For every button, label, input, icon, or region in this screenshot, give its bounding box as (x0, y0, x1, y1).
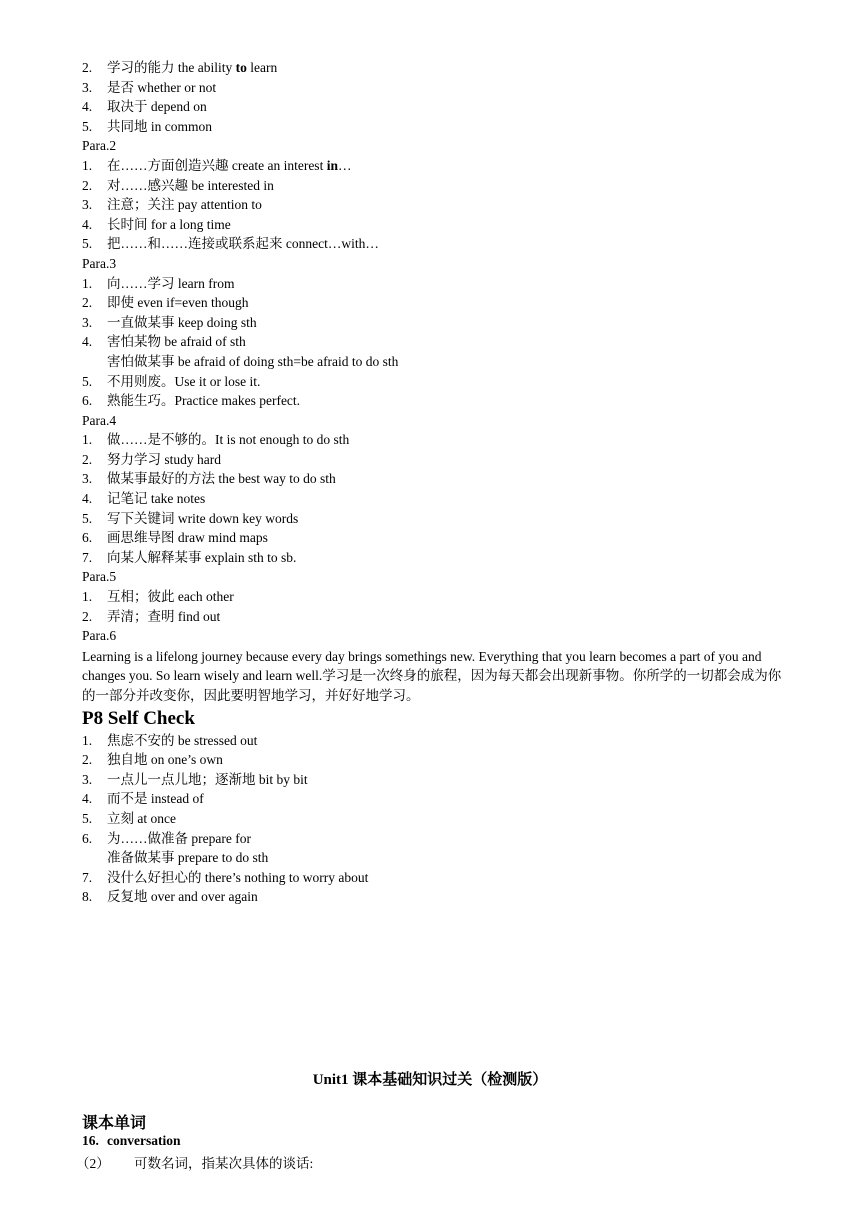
list-item: 8. 反复地 over and over again (82, 889, 258, 905)
section-title: 课本单词 (82, 1115, 147, 1132)
list-item: 7. 向某人解释某事 explain sth to sb. (82, 549, 297, 565)
document-page (82, 58, 792, 907)
list-item: 3. 是否 whether or not (82, 79, 217, 95)
list-item: 1. 在……方面创造兴趣 create an interest in… (82, 157, 352, 173)
list-item: 2. 独自地 on one’s own (82, 752, 223, 768)
list-item: 3. 注意；关注 pay attention to (82, 197, 262, 213)
list-item: 1. 做……是不够的。It is not enough to do sth (82, 432, 350, 448)
list-item: 1. 焦虑不安的 be stressed out (82, 732, 258, 748)
para-label: Para.6 (82, 628, 117, 644)
list-item: 2. 学习的能力 the ability to learn (82, 60, 278, 75)
paragraph-text: Learning is a lifelong journey because every day brings somethings new. Everything that you learn becomes a part of you and changes you. So learn wisely and learn well.学习是一次终身的旅程，因为每天都会出现新事物。你所学的一切都会成为你的一部分并改变你，因此要明智地学习，并好好地学习。 (82, 648, 782, 703)
list-item: 3. 一点儿一点儿地；逐渐地 bit by bit (82, 771, 308, 787)
sense-label: （2） (76, 1156, 110, 1171)
list-item-continuation: 害怕做某事 be afraid of doing sth=be afraid to do sth (107, 353, 399, 369)
list-item: 5. 把……和……连接或联系起来 connect…with… (82, 236, 379, 252)
para-label: Para.3 (82, 255, 117, 271)
list-item: 7. 没什么好担心的 there’s nothing to worry about (82, 869, 369, 885)
word-entry-number: 16. (82, 1133, 99, 1148)
para-label: Para.4 (82, 412, 117, 428)
list-item: 1. 互相；彼此 each other (82, 589, 234, 605)
list-item: 5. 立刻 at once (82, 810, 176, 826)
word-sense-line (76, 1152, 313, 1172)
list-item: 5. 共同地 in common (82, 118, 212, 134)
unit-title: Unit1 课本基础知识过关（检测版） (312, 1072, 548, 1088)
word-entry-word: conversation (107, 1133, 181, 1148)
sense-text: 可数名词，指某次具体的谈话: (134, 1156, 314, 1171)
list-item: 5. 写下关键词 write down key words (82, 510, 299, 526)
list-item-continuation: 准备做某事 prepare to do sth (107, 850, 269, 866)
section-heading: P8 Self Check (82, 707, 195, 729)
list-item: 2. 努力学习 study hard (82, 451, 221, 467)
para-label: Para.5 (82, 569, 117, 585)
list-item: 1. 向……学习 learn from (82, 275, 235, 291)
list-item: 6. 熟能生巧。Practice makes perfect. (82, 393, 301, 409)
list-item: 6. 为……做准备 prepare for (82, 830, 251, 846)
list-item: 4. 长时间 for a long time (82, 216, 231, 232)
list-item: 2. 即使 even if=even though (82, 295, 249, 311)
list-item: 4. 害怕某物 be afraid of sth (82, 334, 246, 350)
list-item: 3. 做某事最好的方法 the best way to do sth (82, 471, 336, 487)
word-entry (82, 1133, 181, 1149)
para-label: Para.2 (82, 138, 117, 154)
list-item: 2. 弄清；查明 find out (82, 608, 221, 624)
list-item: 4. 而不是 instead of (82, 791, 204, 807)
list-item: 4. 记笔记 take notes (82, 491, 206, 507)
list-item: 2. 对……感兴趣 be interested in (82, 177, 274, 193)
list-item: 5. 不用则废。Use it or lose it. (82, 373, 261, 389)
list-item: 6. 画思维导图 draw mind maps (82, 530, 268, 546)
list-item: 3. 一直做某事 keep doing sth (82, 314, 257, 330)
list-item: 4. 取决于 depend on (82, 99, 207, 115)
